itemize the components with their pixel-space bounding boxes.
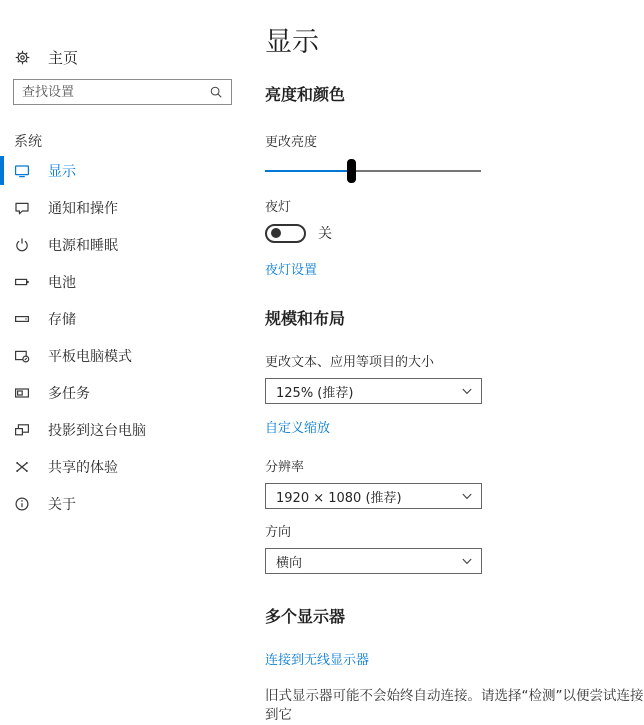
sidebar-item-label: 多任务 (48, 385, 90, 402)
power-icon (14, 237, 30, 253)
sidebar-item-notifications[interactable] (0, 189, 256, 226)
sidebar-item-battery[interactable] (0, 263, 256, 300)
orientation-dropdown[interactable] (265, 548, 482, 574)
brightness-slider-label: 更改亮度 (265, 135, 318, 150)
night-light-toggle[interactable] (265, 224, 306, 243)
scale-dropdown[interactable] (265, 378, 482, 404)
night-light-state: 关 (318, 226, 332, 242)
slider-thumb[interactable] (347, 159, 356, 183)
battery-icon (14, 274, 30, 290)
slider-track-rest (351, 170, 481, 172)
custom-scaling-link[interactable]: 自定义缩放 (265, 421, 331, 436)
sidebar (0, 0, 256, 574)
storage-icon (14, 311, 30, 327)
search-icon[interactable] (209, 85, 223, 99)
sidebar-item-label: 电池 (48, 274, 76, 291)
project-to-pc-icon (14, 422, 30, 438)
search-input[interactable] (14, 81, 209, 103)
sidebar-section-label: 系统 (14, 134, 42, 150)
shared-experiences-icon (14, 459, 30, 475)
section-heading-scale: 规模和布局 (265, 309, 346, 328)
sidebar-nav (0, 152, 256, 522)
night-light-settings-link[interactable]: 夜灯设置 (265, 263, 318, 278)
scale-dropdown-value: 125% (推荐) (276, 385, 354, 401)
tablet-icon (14, 348, 30, 364)
night-light-toggle-row (265, 223, 644, 243)
resolution-label: 分辨率 (265, 460, 305, 475)
sidebar-home[interactable] (0, 44, 256, 70)
toggle-knob (271, 228, 281, 238)
sidebar-item-tablet-mode[interactable] (0, 337, 256, 374)
page-title: 显示 (265, 27, 319, 58)
sidebar-item-multitasking[interactable] (0, 374, 256, 411)
resolution-dropdown[interactable] (265, 483, 482, 509)
orientation-label: 方向 (265, 525, 292, 540)
sidebar-item-label: 关于 (48, 496, 76, 513)
main-content (265, 0, 644, 725)
sidebar-item-projecting[interactable] (0, 411, 256, 448)
notifications-icon (14, 200, 30, 216)
chevron-down-icon (462, 558, 472, 565)
sidebar-item-label: 通知和操作 (48, 200, 118, 217)
sidebar-item-label: 平板电脑模式 (48, 348, 132, 365)
display-icon (14, 163, 30, 179)
selected-indicator (0, 156, 4, 185)
section-heading-brightness: 亮度和颜色 (265, 85, 346, 104)
sidebar-item-label: 投影到这台电脑 (48, 422, 146, 439)
chevron-down-icon (462, 388, 472, 395)
sidebar-item-label: 电源和睡眠 (48, 237, 118, 254)
sidebar-item-label: 共享的体验 (48, 459, 118, 476)
home-label: 主页 (48, 48, 79, 67)
detect-note: 旧式显示器可能不会始终自动连接。请选择“检测”以便尝试连接到它 (265, 688, 644, 723)
search-box[interactable] (13, 79, 232, 105)
sidebar-item-about[interactable] (0, 485, 256, 522)
multitasking-icon (14, 385, 30, 401)
sidebar-item-display[interactable] (0, 152, 256, 189)
orientation-dropdown-value: 横向 (276, 555, 303, 571)
sidebar-item-storage[interactable] (0, 300, 256, 337)
sidebar-item-power-sleep[interactable] (0, 226, 256, 263)
sidebar-item-label: 存储 (48, 311, 76, 328)
section-heading-multi-display: 多个显示器 (265, 607, 346, 626)
brightness-slider[interactable] (265, 159, 481, 183)
scale-label: 更改文本、应用等项目的大小 (265, 355, 435, 370)
night-light-label: 夜灯 (265, 200, 292, 215)
about-icon (14, 496, 30, 512)
wireless-display-link[interactable]: 连接到无线显示器 (265, 653, 370, 668)
gear-icon (14, 49, 31, 66)
sidebar-item-label: 显示 (48, 163, 76, 180)
resolution-dropdown-value: 1920 × 1080 (推荐) (276, 490, 402, 506)
slider-track-filled (265, 170, 351, 172)
sidebar-item-shared-experiences[interactable] (0, 448, 256, 485)
chevron-down-icon (462, 493, 472, 500)
